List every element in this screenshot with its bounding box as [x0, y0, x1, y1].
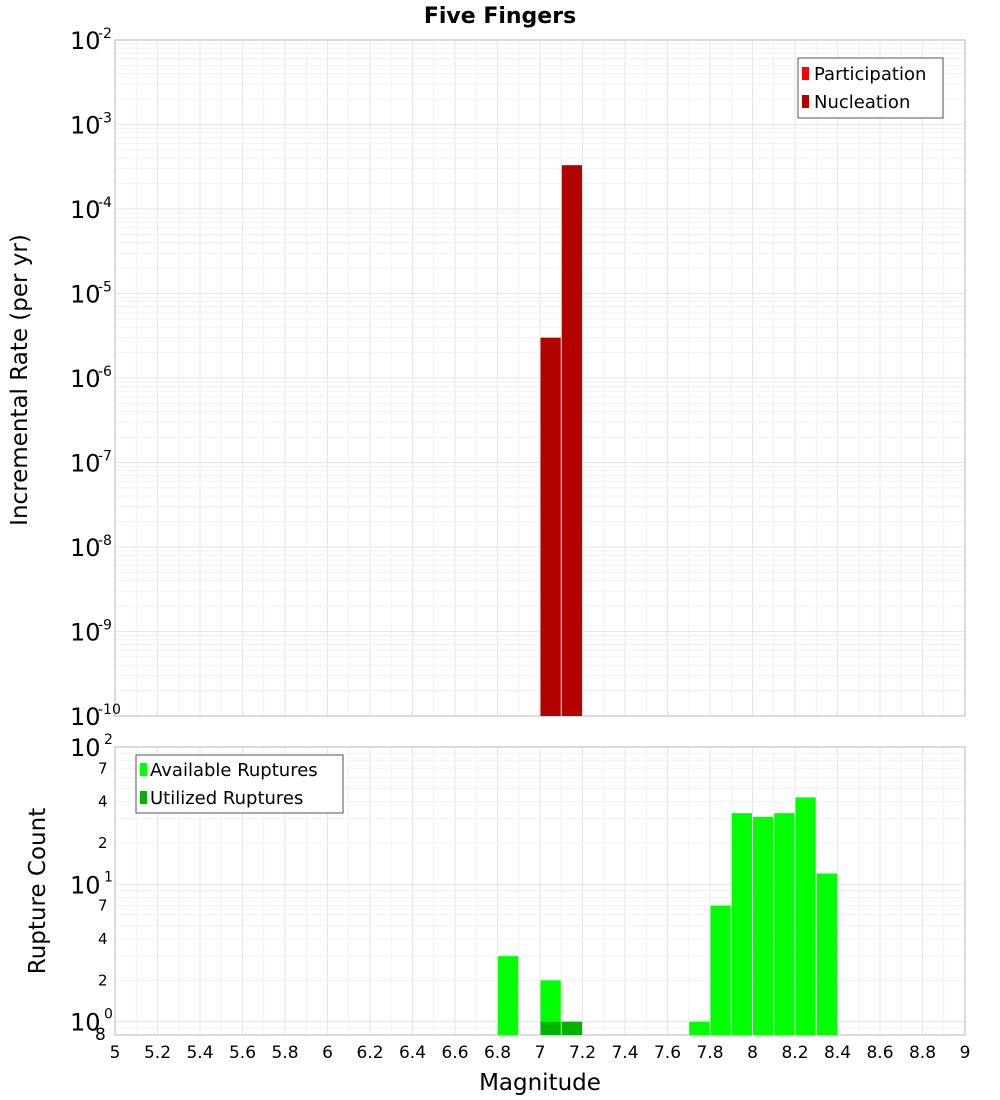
bar-nucleation: [541, 338, 561, 716]
y-tick-base: 10: [70, 111, 101, 140]
y-tick: [70, 533, 112, 562]
bar-utilized-ruptures: [541, 1022, 561, 1035]
bar-utilized-ruptures: [562, 1022, 582, 1035]
x-tick-label: 6.4: [398, 1043, 427, 1063]
y-tick-base: 10: [70, 618, 101, 647]
legend-label-nucleation: Nucleation: [814, 92, 911, 113]
bar-available-ruptures: [711, 906, 731, 1035]
y-tick-base: 10: [70, 871, 101, 900]
bar-available-ruptures: [689, 1022, 709, 1035]
x-tick-label: 7.6: [653, 1043, 682, 1063]
y-tick: [70, 618, 112, 647]
x-tick-label: 9: [959, 1043, 971, 1063]
bar-available-ruptures: [796, 797, 816, 1035]
y-tick: [70, 111, 112, 140]
y-tick-base: 10: [70, 1008, 101, 1037]
y-tick-exponent: -7: [98, 448, 112, 465]
top-y-axis-label: Incremental Rate (per yr): [7, 234, 33, 526]
x-tick-label: 8.4: [823, 1043, 852, 1063]
y-tick: [70, 364, 112, 393]
x-tick-label: 8.2: [781, 1043, 809, 1063]
bar-available-ruptures: [732, 813, 752, 1035]
x-tick-label: 6.6: [441, 1043, 469, 1063]
bottom-y-axis-label: Rupture Count: [25, 807, 51, 975]
x-tick-label: 6.2: [356, 1043, 384, 1063]
x-tick-label: 5: [109, 1043, 121, 1063]
bar-available-ruptures: [774, 813, 794, 1035]
x-tick-label: 5.2: [143, 1043, 172, 1063]
legend-swatch-participation: [802, 67, 809, 80]
x-tick-label: 8.8: [908, 1043, 937, 1063]
y-tick-minor: 4: [98, 792, 108, 811]
y-tick: [70, 869, 113, 899]
y-tick-exponent: -8: [98, 533, 112, 549]
y-tick-base: 10: [70, 534, 101, 562]
x-tick-label: 7.8: [696, 1043, 724, 1063]
bottom-legend: [136, 755, 343, 813]
y-tick-exponent: -10: [98, 702, 121, 718]
y-tick-exponent: -2: [98, 26, 112, 42]
y-tick-base: 10: [70, 27, 101, 55]
x-axis-label: Magnitude: [479, 1070, 601, 1096]
y-tick-base: 10: [70, 449, 101, 478]
x-tick-label: 7: [534, 1043, 546, 1063]
bar-available-ruptures: [498, 956, 518, 1035]
y-tick-minor: 8: [95, 1025, 106, 1045]
x-tick-label: 5.6: [228, 1043, 257, 1063]
y-tick-base: 10: [70, 703, 101, 731]
x-tick-label: 8.6: [866, 1043, 894, 1063]
y-tick-exponent: -9: [98, 617, 112, 634]
top-plot-grid: [115, 40, 965, 716]
legend-label-utilized-ruptures: Utilized Ruptures: [150, 788, 304, 809]
bottom-y-axis-ticks: [70, 732, 113, 1045]
y-tick-base: 10: [70, 365, 101, 393]
x-tick-label: 6.8: [483, 1043, 512, 1063]
y-tick-base: 10: [70, 280, 101, 309]
x-tick-label: 7.4: [611, 1043, 639, 1063]
bar-available-ruptures: [753, 817, 773, 1035]
top-y-axis-ticks: [70, 26, 121, 731]
y-tick-exponent: -3: [98, 110, 112, 127]
x-tick-label: 8: [747, 1043, 758, 1063]
x-tick-label: 5.8: [271, 1043, 299, 1063]
y-tick: [70, 280, 112, 309]
x-tick-label: 7.2: [568, 1043, 597, 1063]
y-tick-minor: 7: [98, 759, 108, 778]
y-tick-minor: 4: [98, 930, 108, 948]
y-tick: [70, 1007, 113, 1037]
y-tick-exponent: -6: [98, 364, 112, 380]
y-tick-base: 10: [70, 196, 101, 224]
top-legend: [798, 58, 943, 118]
y-tick: [70, 195, 112, 224]
chart-title: Five Fingers: [423, 4, 577, 29]
legend-label-available-ruptures: Available Ruptures: [150, 760, 318, 781]
y-tick-exponent: -5: [98, 279, 112, 296]
legend-swatch-utilized-ruptures: [140, 791, 147, 804]
y-tick-base: 10: [70, 734, 101, 762]
legend-swatch-available-ruptures: [140, 763, 147, 776]
y-tick-exponent: -4: [98, 195, 112, 211]
y-tick-exponent: 2: [104, 732, 113, 748]
y-tick-minor: 2: [98, 971, 108, 990]
y-tick: [70, 732, 113, 762]
x-tick-label: 5.4: [186, 1043, 214, 1063]
y-tick-exponent: 0: [104, 1006, 113, 1023]
y-tick: [70, 449, 112, 478]
legend-label-participation: Participation: [814, 64, 927, 85]
x-axis-ticks: [110, 1043, 971, 1063]
bar-nucleation: [562, 165, 582, 716]
y-tick: [70, 26, 112, 55]
y-tick: [70, 702, 121, 731]
y-tick-minor: 2: [98, 834, 108, 852]
legend-swatch-nucleation: [802, 95, 809, 108]
y-tick-minor: 7: [98, 896, 108, 915]
x-tick-label: 6: [322, 1043, 333, 1063]
y-tick-exponent: 1: [104, 869, 113, 886]
bar-available-ruptures: [817, 873, 837, 1035]
